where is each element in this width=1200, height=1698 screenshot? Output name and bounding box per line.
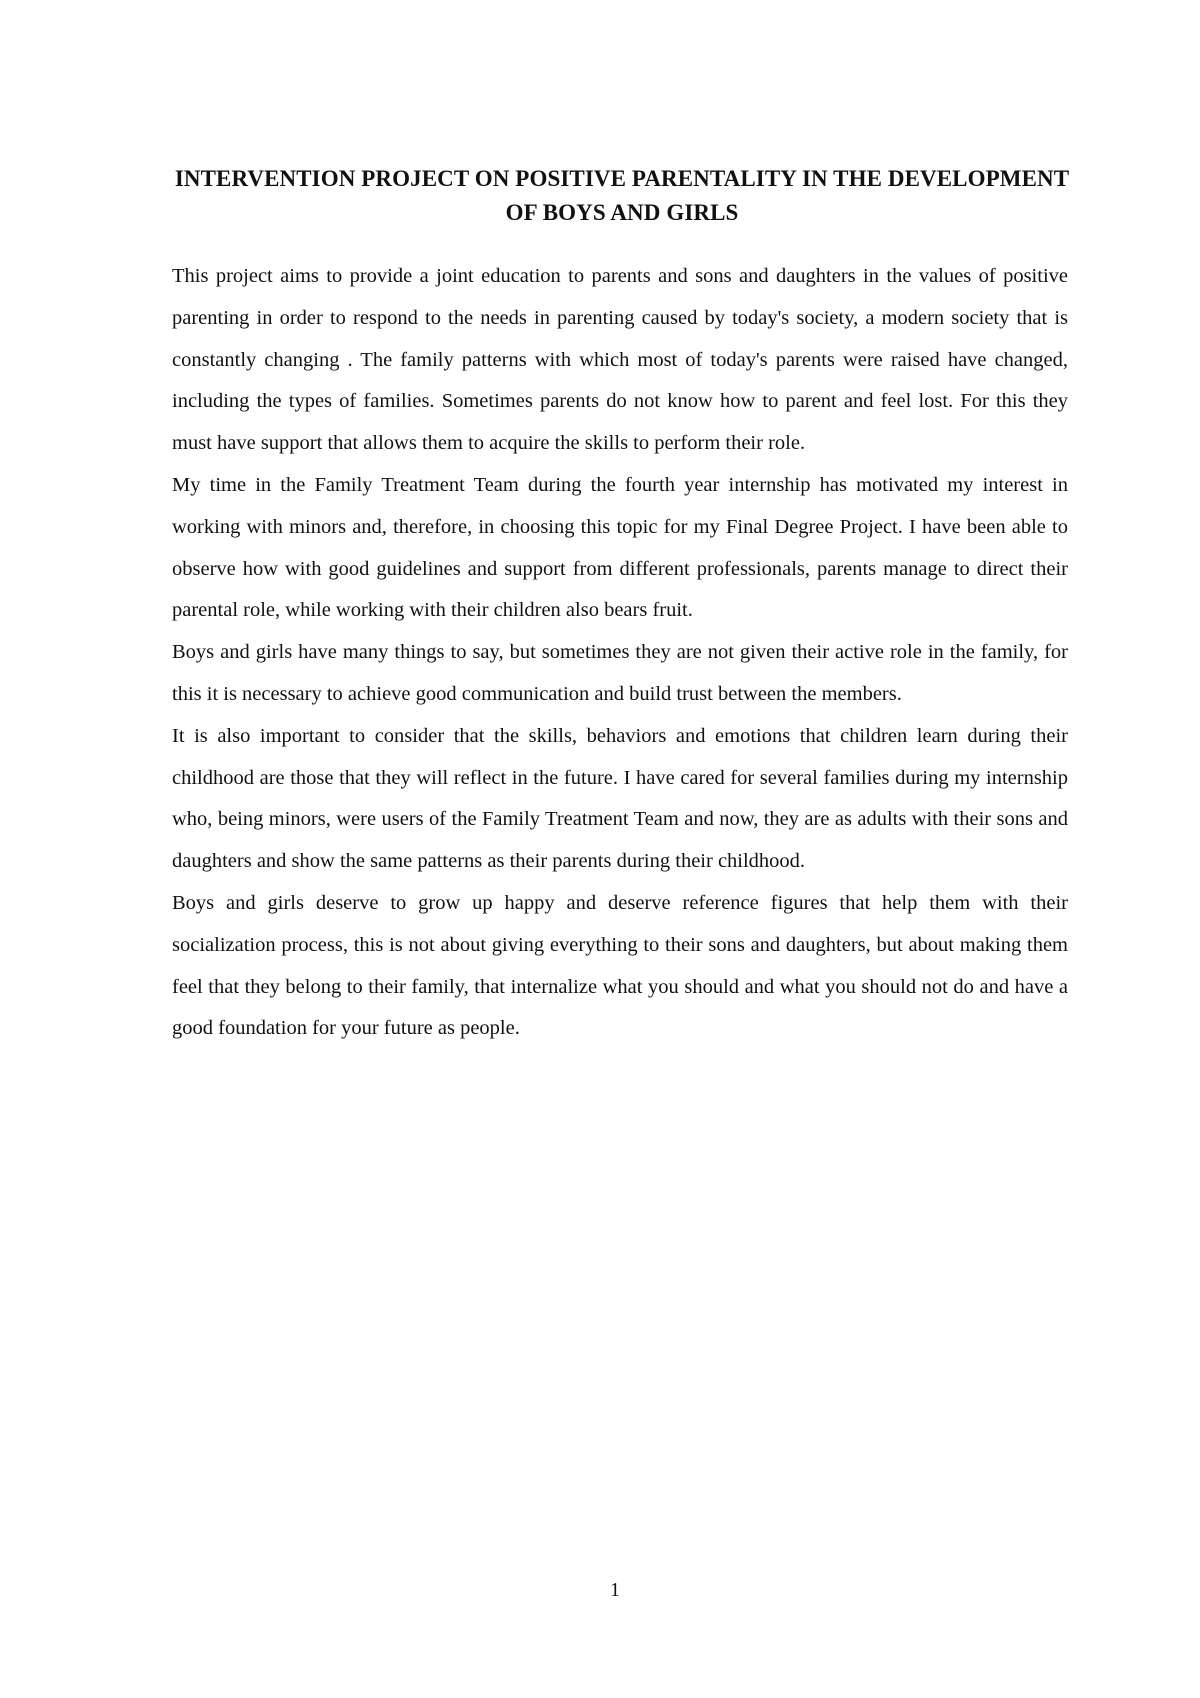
- document-title: INTERVENTION PROJECT ON POSITIVE PARENTALITY IN THE DEVELOPMENT OF BOYS AND GIRLS: [174, 166, 1070, 225]
- page-number: 1: [610, 1579, 620, 1601]
- paragraph-3: Boys and girls have many things to say, but sometimes they are not given their active role in the family, for this it is necessary to achieve good communication and build trust between the members.: [172, 641, 1068, 705]
- paragraph-1: This project aims to provide a joint education to parents and sons and daughters in the values of positive parenting in order to respond to the needs in parenting caused by today's society, a modern society that is constantly changing . The family patterns with which most of today's parents were raised have changed, including the types of families. Sometimes parents do not know how to parent and feel lost. For this they must have support that allows them to acquire the skills to perform their role.: [172, 265, 1068, 455]
- paragraph-2: My time in the Family Treatment Team during the fourth year internship has motivated my interest in working with minors and, therefore, in choosing this topic for my Final Degree Project. I have been able to observe how with good guidelines and support from different professionals, parents manage to direct their parental role, while working with their children also bears fruit.: [172, 473, 1068, 622]
- paragraph-5: Boys and girls deserve to grow up happy and deserve reference figures that help them with their socialization process, this is not about giving everything to their sons and daughters, but about making them feel that they belong to their family, that internalize what you should and what you should not do and have a good foundation for your future as people.: [172, 891, 1068, 1040]
- document-body: [172, 256, 1068, 1050]
- paragraph-4: It is also important to consider that the skills, behaviors and emotions that children learn during their childhood are those that they will reflect in the future. I have cared for several families during my internship who, being minors, were users of the Family Treatment Team and now, they are as adults with their sons and daughters and show the same patterns as their parents during their childhood.: [172, 724, 1068, 873]
